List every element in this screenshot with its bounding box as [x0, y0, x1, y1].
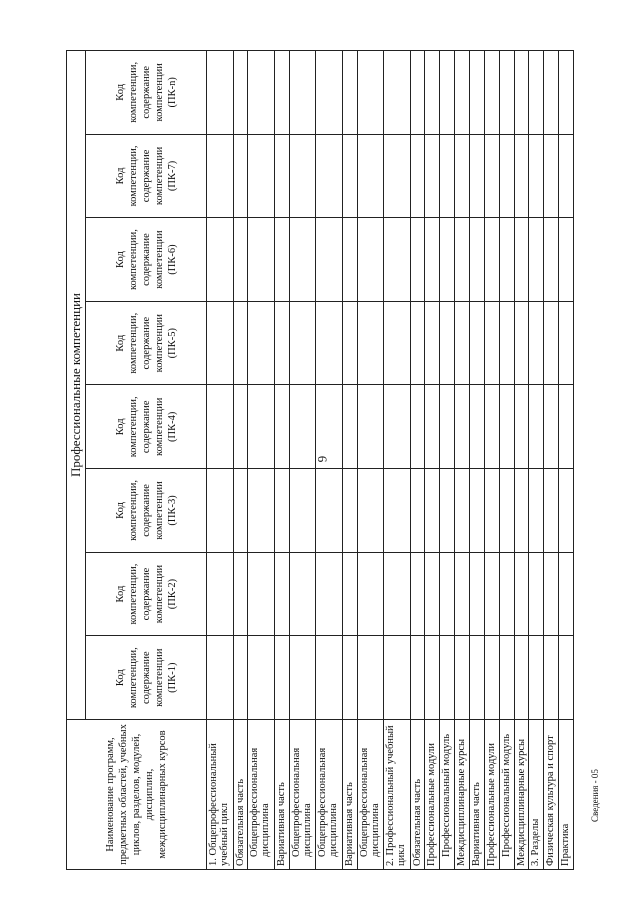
table-row	[207, 51, 234, 870]
empty-cell	[207, 469, 234, 553]
empty-cell	[384, 469, 411, 553]
empty-cell	[529, 469, 544, 553]
empty-cell	[248, 385, 275, 469]
empty-cell	[274, 469, 289, 553]
group-header: Профессиональные компетенции	[67, 51, 86, 720]
empty-cell	[544, 552, 559, 636]
empty-cell	[559, 51, 574, 135]
empty-cell	[455, 469, 470, 553]
table-row	[384, 51, 411, 870]
empty-cell	[544, 51, 559, 135]
empty-cell	[559, 218, 574, 302]
table-row	[316, 51, 343, 870]
empty-cell	[470, 636, 485, 720]
empty-cell	[207, 51, 234, 135]
empty-cell	[357, 385, 384, 469]
empty-cell	[233, 636, 248, 720]
empty-cell	[559, 134, 574, 218]
empty-cell	[559, 636, 574, 720]
empty-cell	[274, 552, 289, 636]
empty-cell	[233, 218, 248, 302]
empty-cell	[484, 385, 499, 469]
empty-cell	[289, 218, 316, 302]
empty-cell	[544, 301, 559, 385]
empty-cell	[357, 218, 384, 302]
footer-note: Сведения - 05	[590, 769, 600, 822]
empty-cell	[484, 51, 499, 135]
empty-cell	[289, 134, 316, 218]
table-row	[274, 51, 289, 870]
empty-cell	[233, 134, 248, 218]
empty-cell	[316, 636, 343, 720]
empty-cell	[207, 385, 234, 469]
empty-cell	[514, 469, 529, 553]
empty-cell	[289, 51, 316, 135]
competence-header-6: Код компетенции, содержание компетенции (ПК-6)	[86, 218, 207, 302]
empty-cell	[544, 469, 559, 553]
empty-cell	[455, 301, 470, 385]
empty-cell	[342, 552, 357, 636]
empty-cell	[274, 218, 289, 302]
empty-cell	[357, 301, 384, 385]
row-label: Профессиональные модули	[484, 720, 499, 870]
empty-cell	[357, 552, 384, 636]
table-row	[455, 51, 470, 870]
empty-cell	[233, 301, 248, 385]
empty-cell	[316, 552, 343, 636]
row-label: Общепрофессиональная дисциплина	[248, 720, 275, 870]
empty-cell	[207, 218, 234, 302]
empty-cell	[425, 552, 440, 636]
empty-cell	[410, 552, 425, 636]
table-row	[410, 51, 425, 870]
empty-cell	[514, 552, 529, 636]
empty-cell	[274, 385, 289, 469]
row-label: Обязательная часть	[410, 720, 425, 870]
empty-cell	[357, 469, 384, 553]
row-label: Междисциплинарные курсы	[455, 720, 470, 870]
empty-cell	[316, 469, 343, 553]
empty-cell	[514, 301, 529, 385]
competence-header-2: Код компетенции, содержание компетенции (ПК-2)	[86, 552, 207, 636]
empty-cell	[207, 552, 234, 636]
table-row	[529, 51, 544, 870]
empty-cell	[410, 134, 425, 218]
table-row	[342, 51, 357, 870]
empty-cell	[384, 218, 411, 302]
empty-cell	[357, 134, 384, 218]
empty-cell	[455, 51, 470, 135]
empty-cell	[425, 51, 440, 135]
empty-cell	[559, 469, 574, 553]
empty-cell	[248, 636, 275, 720]
empty-cell	[316, 51, 343, 135]
name-header: Наименование программ, предметных областей, учебных циклов, разделов, модулей, дисциплин, междисциплинарных курсов	[67, 720, 207, 870]
empty-cell	[274, 301, 289, 385]
page-number: 6	[315, 455, 330, 463]
table-row	[233, 51, 248, 870]
empty-cell	[440, 134, 455, 218]
empty-cell	[289, 301, 316, 385]
empty-cell	[484, 636, 499, 720]
row-label: Обязательная часть	[233, 720, 248, 870]
table-row	[470, 51, 485, 870]
empty-cell	[529, 385, 544, 469]
row-label: Профессиональный модуль	[499, 720, 514, 870]
empty-cell	[455, 552, 470, 636]
row-label: Вариативная часть	[342, 720, 357, 870]
table-row	[248, 51, 275, 870]
empty-cell	[440, 301, 455, 385]
empty-cell	[514, 51, 529, 135]
empty-cell	[248, 51, 275, 135]
empty-cell	[342, 218, 357, 302]
empty-cell	[357, 51, 384, 135]
row-label: Физическая культура и спорт	[544, 720, 559, 870]
empty-cell	[499, 385, 514, 469]
empty-cell	[316, 301, 343, 385]
empty-cell	[207, 636, 234, 720]
row-label: Профессиональные модули	[425, 720, 440, 870]
row-label: Вариативная часть	[274, 720, 289, 870]
row-label: Профессиональный модуль	[440, 720, 455, 870]
empty-cell	[274, 134, 289, 218]
table-row	[544, 51, 559, 870]
row-label: Вариативная часть	[470, 720, 485, 870]
empty-cell	[425, 385, 440, 469]
empty-cell	[470, 51, 485, 135]
table-row	[514, 51, 529, 870]
competence-header-4: Код компетенции, содержание компетенции (ПК-4)	[86, 385, 207, 469]
empty-cell	[233, 385, 248, 469]
empty-cell	[248, 218, 275, 302]
empty-cell	[410, 385, 425, 469]
empty-cell	[248, 301, 275, 385]
empty-cell	[410, 301, 425, 385]
empty-cell	[425, 469, 440, 553]
empty-cell	[289, 469, 316, 553]
empty-cell	[544, 385, 559, 469]
table-row	[499, 51, 514, 870]
empty-cell	[484, 134, 499, 218]
empty-cell	[342, 134, 357, 218]
empty-cell	[499, 469, 514, 553]
empty-cell	[514, 134, 529, 218]
empty-cell	[342, 636, 357, 720]
competence-header-3: Код компетенции, содержание компетенции (ПК-3)	[86, 469, 207, 553]
empty-cell	[514, 636, 529, 720]
group-header-row	[67, 51, 86, 870]
empty-cell	[384, 636, 411, 720]
empty-cell	[499, 301, 514, 385]
empty-cell	[559, 552, 574, 636]
empty-cell	[248, 552, 275, 636]
empty-cell	[410, 218, 425, 302]
empty-cell	[529, 51, 544, 135]
empty-cell	[499, 552, 514, 636]
competence-header-1: Код компетенции, содержание компетенции (ПК-1)	[86, 636, 207, 720]
competence-table	[66, 50, 574, 870]
table-row	[357, 51, 384, 870]
empty-cell	[425, 218, 440, 302]
empty-cell	[484, 218, 499, 302]
empty-cell	[440, 636, 455, 720]
empty-cell	[274, 636, 289, 720]
empty-cell	[410, 636, 425, 720]
empty-cell	[342, 469, 357, 553]
empty-cell	[455, 385, 470, 469]
empty-cell	[248, 469, 275, 553]
competence-header-8: Код компетенции, содержание компетенции (ПК-n)	[86, 51, 207, 135]
empty-cell	[248, 134, 275, 218]
empty-cell	[499, 51, 514, 135]
empty-cell	[342, 301, 357, 385]
competence-matrix	[66, 50, 574, 870]
table-row	[484, 51, 499, 870]
competence-header-5: Код компетенции, содержание компетенции (ПК-5)	[86, 301, 207, 385]
empty-cell	[440, 218, 455, 302]
table-row	[559, 51, 574, 870]
empty-cell	[514, 385, 529, 469]
empty-cell	[455, 218, 470, 302]
empty-cell	[289, 636, 316, 720]
empty-cell	[470, 469, 485, 553]
empty-cell	[425, 134, 440, 218]
empty-cell	[233, 51, 248, 135]
table-row	[440, 51, 455, 870]
row-label: Практика	[559, 720, 574, 870]
empty-cell	[440, 385, 455, 469]
empty-cell	[544, 636, 559, 720]
empty-cell	[384, 385, 411, 469]
empty-cell	[342, 51, 357, 135]
empty-cell	[455, 134, 470, 218]
empty-cell	[233, 552, 248, 636]
empty-cell	[425, 301, 440, 385]
empty-cell	[484, 552, 499, 636]
empty-cell	[470, 552, 485, 636]
empty-cell	[484, 469, 499, 553]
empty-cell	[316, 134, 343, 218]
empty-cell	[559, 385, 574, 469]
row-label: 3. Разделы	[529, 720, 544, 870]
empty-cell	[529, 636, 544, 720]
empty-cell	[316, 218, 343, 302]
empty-cell	[410, 51, 425, 135]
empty-cell	[274, 51, 289, 135]
empty-cell	[559, 301, 574, 385]
empty-cell	[484, 301, 499, 385]
empty-cell	[233, 469, 248, 553]
empty-cell	[499, 218, 514, 302]
table-row	[289, 51, 316, 870]
empty-cell	[357, 636, 384, 720]
empty-cell	[544, 218, 559, 302]
empty-cell	[455, 636, 470, 720]
row-label: Общепрофессиональная дисциплина	[316, 720, 343, 870]
empty-cell	[384, 51, 411, 135]
empty-cell	[529, 552, 544, 636]
empty-cell	[470, 218, 485, 302]
empty-cell	[470, 385, 485, 469]
empty-cell	[440, 469, 455, 553]
empty-cell	[410, 469, 425, 553]
competence-header-7: Код компетенции, содержание компетенции (ПК-7)	[86, 134, 207, 218]
empty-cell	[440, 51, 455, 135]
empty-cell	[529, 134, 544, 218]
empty-cell	[499, 134, 514, 218]
row-label: Общепрофессиональная дисциплина	[289, 720, 316, 870]
row-label: 2. Профессиональный учебный цикл	[384, 720, 411, 870]
empty-cell	[499, 636, 514, 720]
empty-cell	[544, 134, 559, 218]
empty-cell	[425, 636, 440, 720]
empty-cell	[316, 385, 343, 469]
empty-cell	[384, 552, 411, 636]
empty-cell	[470, 134, 485, 218]
row-label: 1. Общепрофессиональный учебный цикл	[207, 720, 234, 870]
table-row	[425, 51, 440, 870]
empty-cell	[342, 385, 357, 469]
empty-cell	[384, 134, 411, 218]
empty-cell	[289, 552, 316, 636]
empty-cell	[529, 218, 544, 302]
empty-cell	[289, 385, 316, 469]
empty-cell	[384, 301, 411, 385]
empty-cell	[529, 301, 544, 385]
row-label: Общепрофессиональная дисциплина	[357, 720, 384, 870]
empty-cell	[207, 134, 234, 218]
empty-cell	[207, 301, 234, 385]
row-label: Междисциплинарные курсы	[514, 720, 529, 870]
empty-cell	[470, 301, 485, 385]
empty-cell	[440, 552, 455, 636]
empty-cell	[514, 218, 529, 302]
